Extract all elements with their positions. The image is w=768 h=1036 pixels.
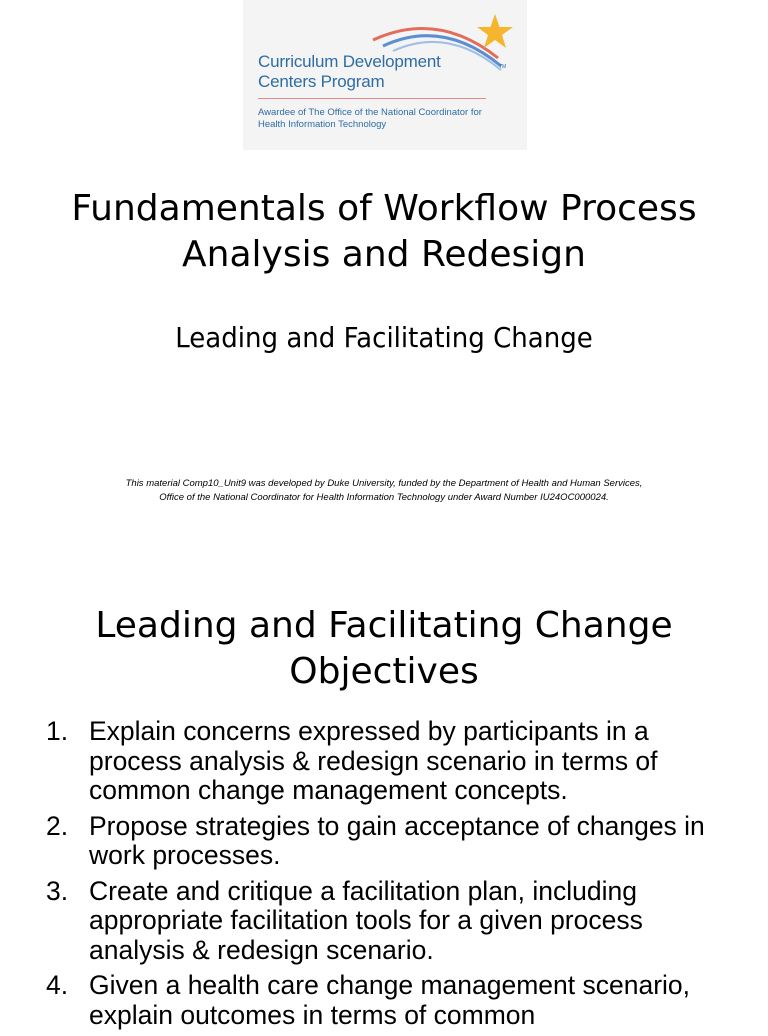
objective-text: Given a health care change management scenario, explain outcomes in terms of common <box>89 970 691 1030</box>
objective-item <box>0 812 768 871</box>
objective-text: Explain concerns expressed by participants in a process analysis & redesign scenario in terms of common change management concepts. <box>89 716 658 805</box>
logo-divider <box>258 98 486 99</box>
slide2-title <box>0 603 768 695</box>
slide1-subtitle: Leading and Facilitating Change <box>175 321 593 354</box>
objectives-list <box>0 717 768 1036</box>
slide2-title-line1: Leading and Facilitating Change <box>95 605 673 646</box>
logo-text-line1: Curriculum Development <box>258 52 441 71</box>
objective-number: 1. <box>46 716 69 746</box>
funding-credit <box>0 477 768 505</box>
objective-text: Create and critique a facilitation plan, including appropriate facilitation tools for a given process analysis & redesign scenario. <box>89 875 643 965</box>
program-logo <box>243 0 527 150</box>
logo-trademark: TM <box>499 64 507 70</box>
credit-line2: Office of the National Coordinator for Health Information Technology under Award Number IU24OC000024. <box>159 492 609 503</box>
logo-subtext-line2: Health Information Technology <box>258 119 387 130</box>
objective-text: Propose strategies to gain acceptance of changes in work processes. <box>89 810 705 870</box>
objective-item <box>0 971 768 1030</box>
objective-number: 4. <box>46 970 69 1000</box>
slide1-title-line2: Analysis and Redesign <box>182 234 586 275</box>
slide1-title-line1: Fundamentals of Workflow Process <box>71 188 697 229</box>
objective-number: 2. <box>46 810 69 841</box>
credit-line1: This material Comp10_Unit9 was developed by Duke University, funded by the Department of Health and Human Services, <box>125 478 643 489</box>
objective-item <box>0 717 768 806</box>
objective-item <box>0 877 768 966</box>
logo-subtext-line1: Awardee of The Office of the National Coordinator for <box>258 107 482 118</box>
slide2-title-line2: Objectives <box>289 651 479 692</box>
star-icon <box>477 14 513 48</box>
objective-number: 3. <box>46 875 69 906</box>
slide1-title <box>0 186 768 278</box>
logo-text-line2: Centers Program <box>258 72 385 91</box>
